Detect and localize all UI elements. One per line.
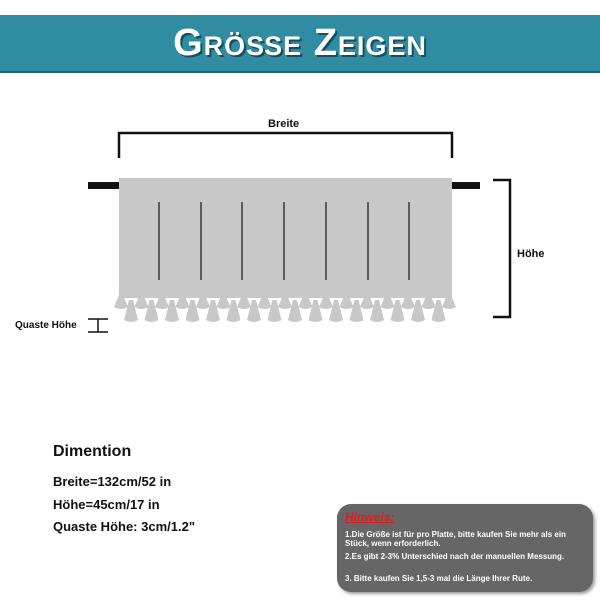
- height-bracket: [493, 180, 510, 317]
- curtain-panel: [119, 178, 452, 298]
- tassel-height-marker: [88, 319, 108, 332]
- width-label: Breite: [268, 118, 300, 130]
- page-title: Größe Zeigen: [173, 22, 427, 64]
- tassel-dimension: Quaste Höhe: 3cm/1.2": [53, 519, 195, 534]
- note-title: Hinweis:: [345, 510, 395, 524]
- height-label: Höhe: [517, 248, 545, 260]
- width-bracket: [119, 133, 452, 158]
- width-dimension: Breite=132cm/52 in: [53, 474, 172, 489]
- height-dimension: Höhe=45cm/17 in: [53, 497, 160, 512]
- curtain-tassels: [114, 295, 456, 322]
- dimensions-title: Dimention: [53, 443, 132, 460]
- note-item-2: 2.Es gibt 2-3% Unterschied nach der manuellen Messung.: [345, 552, 565, 561]
- note-item-3: 3. Bitte kaufen Sie 1,5-3 mal die Länge Ihrer Rute.: [345, 574, 533, 583]
- note-item-1: 1.Die Größe ist für pro Platte, bitte kaufen Sie mehr als ein Stück, wenn erforderlich.: [345, 530, 566, 548]
- tassel-height-label: Quaste Höhe: [15, 320, 77, 331]
